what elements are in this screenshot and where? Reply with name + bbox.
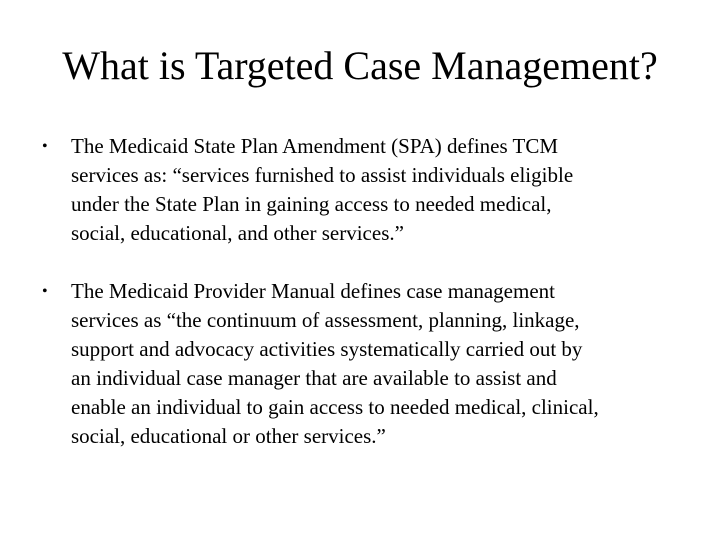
bullet-item	[42, 132, 682, 248]
bullet-icon: •	[42, 283, 48, 300]
slide-title: What is Targeted Case Management?	[62, 43, 658, 88]
bullet-text-provider-manual-definition: The Medicaid Provider Manual defines case management services as “the continuum of assessment, planning, linkage, support and advocacy activities systematically carried out by an individual case manager that are available to assist and enable an individual to gain access to needed medical, clinical, social, educational or other services.”	[71, 279, 599, 448]
bullet-text-spa-definition: The Medicaid State Plan Amendment (SPA) defines TCM services as: “services furnished to assist individuals eligible under the State Plan in gaining access to needed medical, social, educational, and other services.”	[71, 134, 574, 245]
bullet-list	[42, 132, 682, 451]
bullet-icon: •	[42, 138, 48, 155]
bullet-item	[42, 277, 682, 451]
